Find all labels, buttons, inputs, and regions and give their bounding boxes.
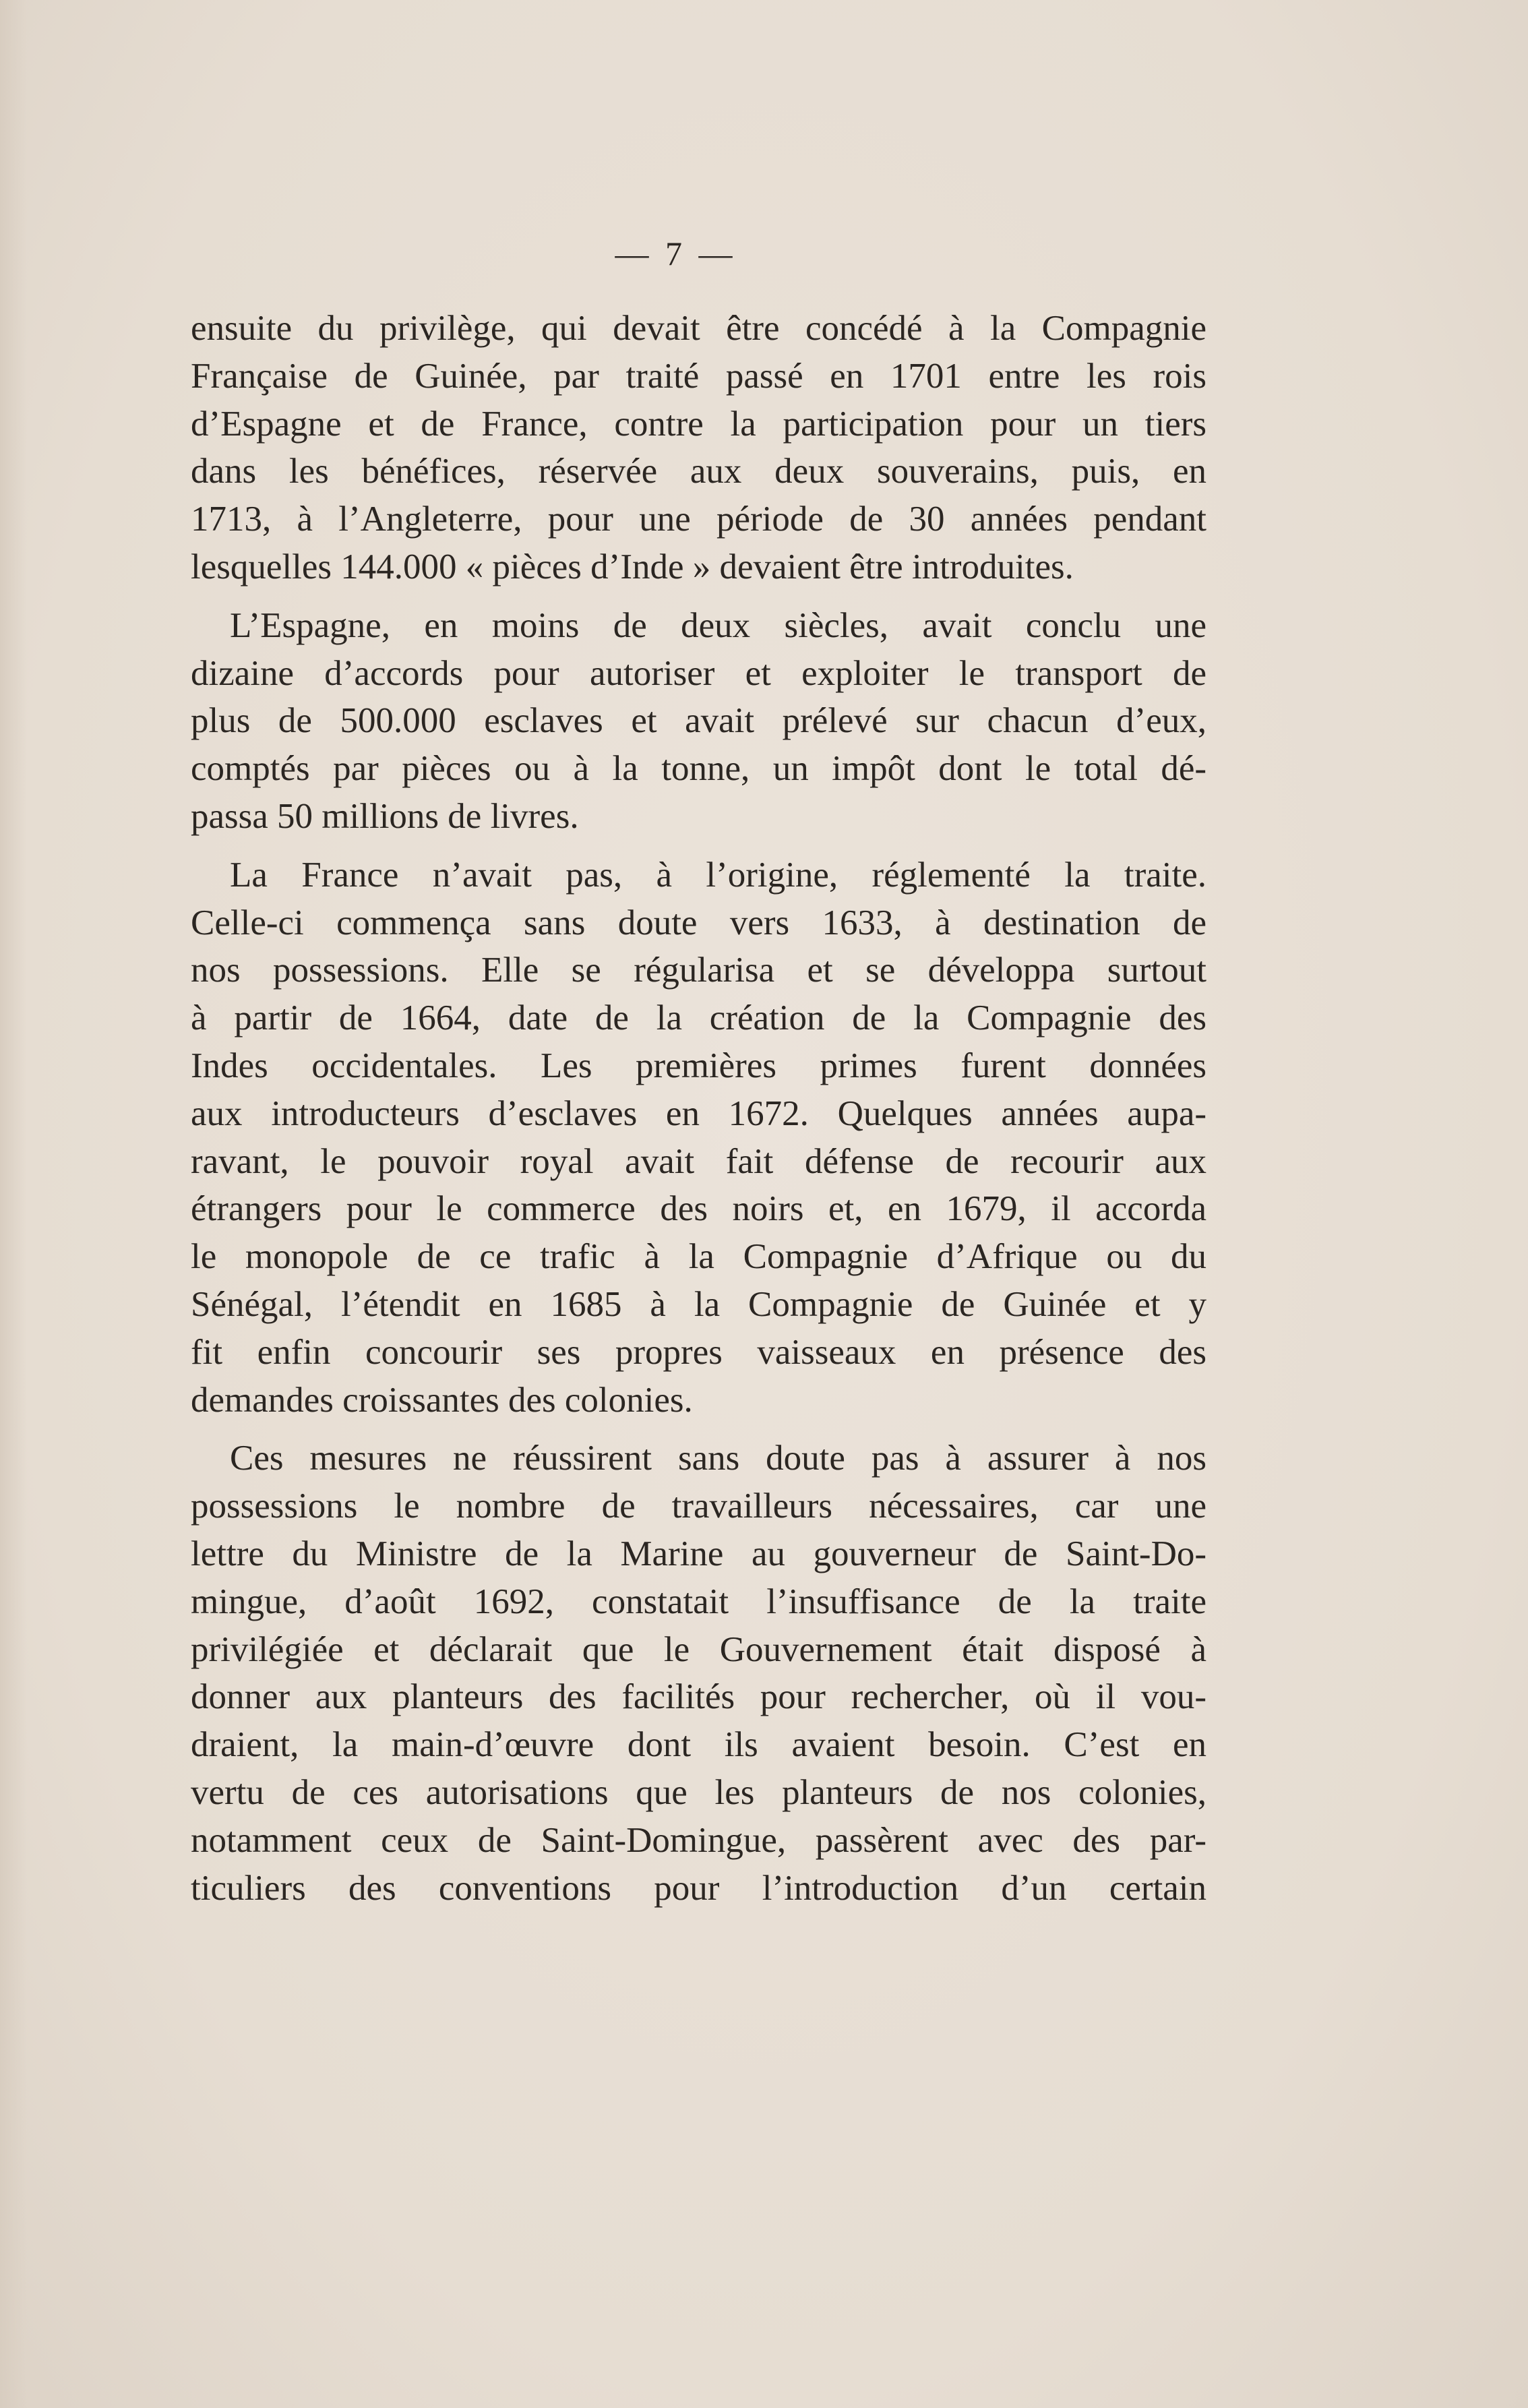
paragraph — [191, 1435, 1206, 1912]
paragraph — [191, 851, 1206, 1424]
text-line: Indes occidentales. Les premières primes furent données — [191, 1046, 1206, 1085]
paragraph — [191, 602, 1206, 841]
text-line: lesquelles 144.000 « pièces d’Inde » devaient être introduites. — [191, 547, 1074, 586]
text-line: fit enfin concourir ses propres vaisseaux en présence des — [191, 1332, 1206, 1372]
text-line: lettre du Ministre de la Marine au gouverneur de Saint-Do- — [191, 1534, 1206, 1573]
text-line: étrangers pour le commerce des noirs et, en 1679, il accorda — [191, 1189, 1206, 1229]
text-line: draient, la main-d’œuvre dont ils avaient besoin. C’est en — [191, 1725, 1206, 1765]
text-line: Ces mesures ne réussirent sans doute pas à assurer à nos — [230, 1439, 1206, 1478]
text-line: dans les bénéfices, réservée aux deux souverains, puis, en — [191, 452, 1206, 491]
text-line: notamment ceux de Saint-Domingue, passèrent avec des par- — [191, 1820, 1206, 1860]
text-line: mingue, d’août 1692, constatait l’insuffisance de la traite — [191, 1582, 1206, 1621]
page-number: — 7 — — [615, 235, 737, 272]
text-line: L’Espagne, en moins de deux siècles, avait conclu une — [230, 605, 1206, 645]
text-line: donner aux planteurs des facilités pour rechercher, où il vou- — [191, 1677, 1206, 1717]
text-line: le monopole de ce trafic à la Compagnie d’Afrique ou du — [191, 1237, 1206, 1277]
text-line: 1713, à l’Angleterre, pour une période de 30 années pendant — [191, 500, 1206, 539]
text-line: nos possessions. Elle se régularisa et se développa surtout — [191, 951, 1206, 990]
text-line: passa 50 millions de livres. — [191, 796, 579, 836]
text-line: comptés par pièces ou à la tonne, un impôt dont le total dé- — [191, 749, 1206, 789]
text-line: La France n’avait pas, à l’origine, réglementé la traite. — [230, 855, 1206, 895]
text-line: vertu de ces autorisations que les planteurs de nos colonies, — [191, 1772, 1206, 1812]
body-text — [191, 305, 1206, 1912]
page-edge-shadow — [0, 0, 27, 2408]
paragraph — [191, 305, 1206, 591]
text-line: aux introducteurs d’esclaves en 1672. Quelques années aupa- — [191, 1093, 1206, 1133]
text-line: Française de Guinée, par traité passé en 1701 entre les rois — [191, 356, 1206, 396]
text-line: ravant, le pouvoir royal avait fait défense de recourir aux — [191, 1141, 1206, 1181]
text-line: Celle-ci commença sans doute vers 1633, à destination de — [191, 903, 1206, 942]
text-line: dizaine d’accords pour autoriser et exploiter le transport de — [191, 653, 1206, 693]
text-line: à partir de 1664, date de la création de la Compagnie des — [191, 998, 1206, 1038]
text-line: ensuite du privilège, qui devait être concédé à la Compagnie — [191, 309, 1206, 348]
text-line: ticuliers des conventions pour l’introduction d’un certain — [191, 1868, 1206, 1908]
text-line: demandes croissantes des colonies. — [191, 1380, 693, 1420]
text-line: Sénégal, l’étendit en 1685 à la Compagnie de Guinée et y — [191, 1284, 1206, 1324]
text-line: privilégiée et déclarait que le Gouvernement était disposé à — [191, 1629, 1206, 1669]
text-line: plus de 500.000 esclaves et avait prélevé sur chacun d’eux, — [191, 701, 1206, 741]
text-line: d’Espagne et de France, contre la participation pour un tiers — [191, 404, 1206, 444]
text-line: possessions le nombre de travailleurs nécessaires, car une — [191, 1486, 1206, 1526]
